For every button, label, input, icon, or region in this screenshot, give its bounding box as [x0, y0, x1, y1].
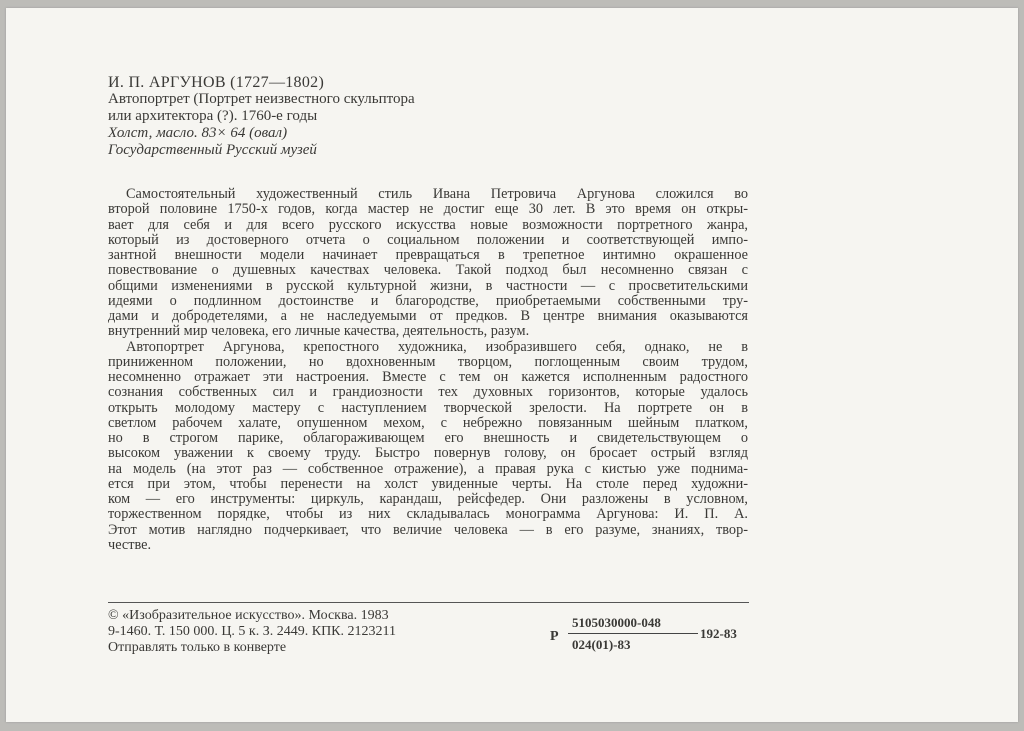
print-info-line: 9-1460. Т. 150 000. Ц. 5 к. З. 2449. КПК. 2123211 [108, 624, 397, 639]
text-line: вает для себя и для всего русского искусства новые возможности портретного жанра, [108, 217, 748, 233]
artwork-title-line: Автопортрет (Портрет неизвестного скульптора [108, 91, 415, 107]
text-line: Этот мотив наглядно подчеркивает, что величие человека — в его разуме, знаниях, твор- [108, 522, 748, 538]
text-line: светлом рабочем халате, опушенном мехом, с небрежно повязанным шейным платком, [108, 415, 748, 431]
text-line: честве. [108, 537, 152, 553]
text-line: ется при этом, чтобы перенести на холст увиденные черты. На столе перед художни- [108, 476, 748, 492]
text-line: приниженном положении, но вдохновенным творцом, поглощенным своим трудом, [108, 354, 748, 370]
publisher-line: © «Изобразительное искусство». Москва. 1983 [108, 608, 389, 623]
fraction-bar [568, 633, 698, 634]
mailing-note: Отправлять только в конверте [108, 640, 287, 655]
text-line: Автопортрет Аргунова, крепостного художника, изобразившего себя, однако, не в [126, 339, 748, 355]
text-line: несомненно отражает эти настроения. Вместе с тем он кажется исполненным радостного [108, 370, 748, 385]
text-line: внутренний мир человека, его личные качества, деятельность, разум. [108, 324, 530, 340]
index-numerator: 5105030000-048 [572, 615, 661, 630]
text-line: открыть молодому мастеру с наступлением творческой зрелости. На портрете он в [108, 400, 748, 416]
text-line: зантной внешности модели начинает превращаться в трепетное интимно окрашенное [108, 248, 748, 263]
text-line: Самостоятельный художественный стиль Ивана Петровича Аргунова сложился во [126, 187, 748, 202]
text-line: общими изменениями в русской культурной жизни, в частности — с просветительскими [108, 278, 748, 294]
catalog-index [550, 615, 750, 655]
artwork-museum: Государственный Русский музей [108, 142, 317, 158]
artwork-title-line: или архитектора (?). 1760-е годы [108, 108, 318, 124]
text-line: торжественном порядке, чтобы из них складывалась монограмма Аргунова: И. П. А. [108, 507, 748, 523]
text-line: который из достоверного отчета о социальном положении и соответствующей импо- [108, 232, 748, 248]
index-letter: Р [550, 629, 559, 644]
artwork-caption [108, 74, 415, 159]
text-line: но в строгом парике, облагораживающем его внешность и свидетельствующем о [108, 431, 748, 446]
description-text [108, 187, 748, 553]
artwork-medium: Холст, масло. 83× 64 (овал) [108, 125, 288, 141]
postcard-back [6, 8, 1018, 722]
text-line: высоком уважении к своему труду. Быстро повернув голову, он бросает острый взгляд [108, 446, 748, 462]
text-line: повествование о душевных качествах человека. Такой подход был несомненно связан с [108, 263, 748, 279]
text-line: второй половине 1750-х годов, когда мастер не достиг еще 30 лет. В это время он откры- [108, 202, 748, 218]
divider [108, 602, 749, 603]
text-line: дами и добродетелями, а не наследуемыми от предков. В центре внимания оказываются [108, 309, 748, 324]
text-line: ком — его инструменты: циркуль, карандаш, рейсфедер. Они разложены в условном, [108, 492, 748, 507]
publisher-info [108, 608, 396, 656]
index-code: 192-83 [700, 626, 737, 641]
index-denominator: 024(01)-83 [572, 637, 631, 652]
text-line: сознания собственных сил и грандиозности тех духовных горизонтов, которые удалось [108, 385, 748, 401]
text-line: идеями о подлинном достоинстве и благородстве, приобретаемыми собственными тру- [108, 293, 748, 309]
artist-title: И. П. АРГУНОВ (1727—1802) [108, 74, 325, 91]
text-line: на модель (на этот раз — собственное отражение), а правая рука с кистью уже поднима- [108, 461, 748, 477]
